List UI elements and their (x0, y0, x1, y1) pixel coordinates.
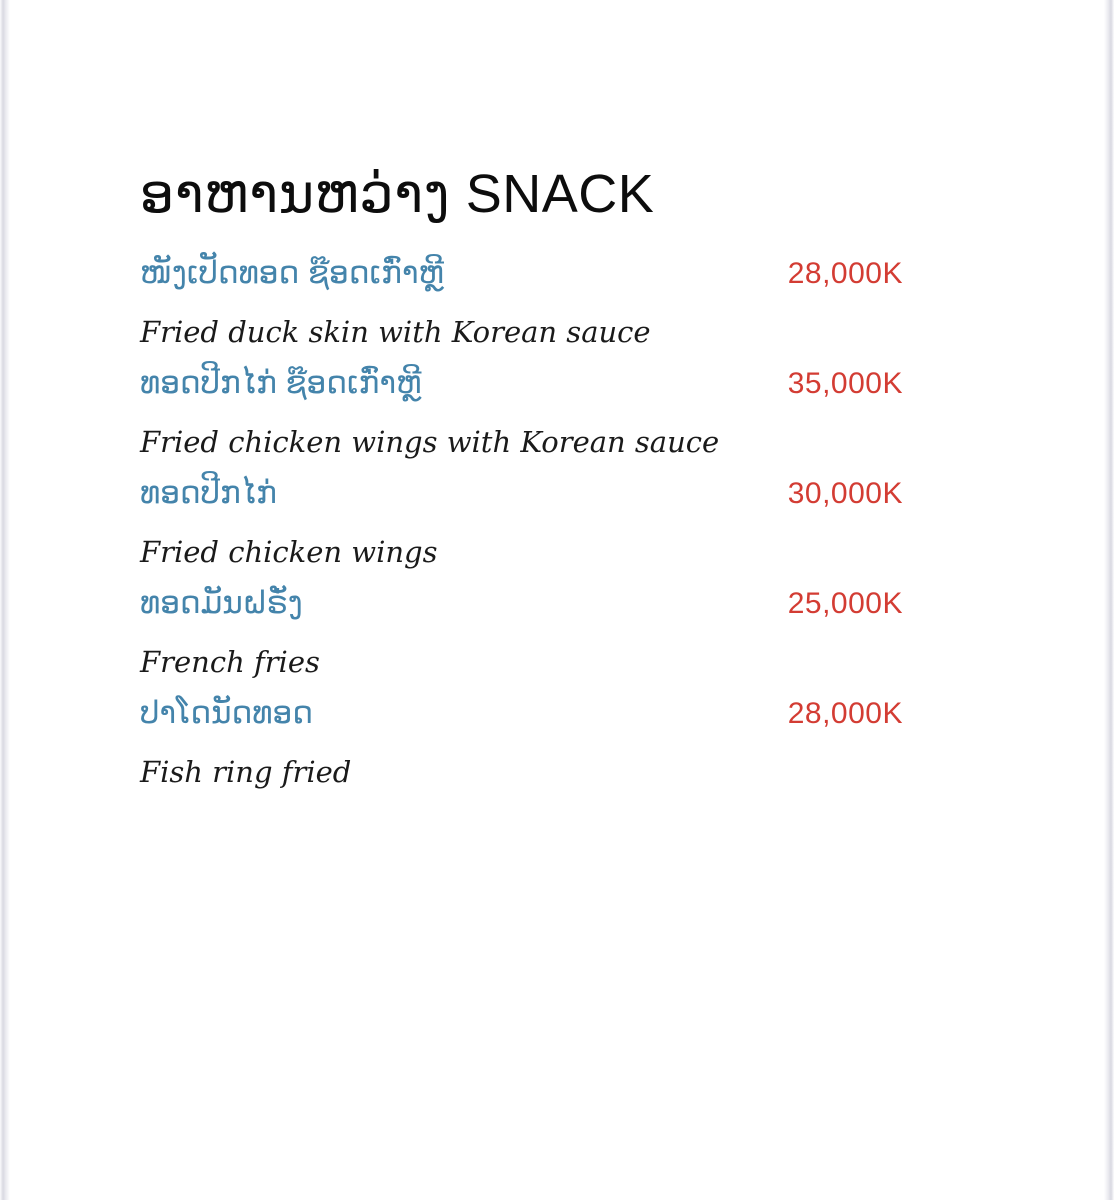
page-right-edge (1104, 0, 1114, 1200)
section-title: ອາຫານຫວ່າງ SNACK (140, 164, 655, 224)
menu-item (140, 250, 903, 354)
item-name-lao: ທອດປີກໄກ່ (140, 475, 277, 510)
item-price: 28,000K (787, 697, 903, 730)
menu-item (140, 690, 903, 794)
item-name-lao: ທອດມັນຝຣັ່ງ (140, 585, 303, 620)
menu-item (140, 580, 903, 684)
menu-item (140, 470, 903, 574)
menu-item-row (140, 360, 903, 407)
item-price: 25,000K (787, 587, 903, 620)
item-name-en: Fried chicken wings with Korean sauce (140, 425, 720, 459)
item-name-lao: ທອດປີກໄກ່ ຊ໊ອດເກົ່າຫຼີ (140, 365, 422, 400)
item-name-en: Fish ring fried (140, 755, 352, 789)
item-price: 35,000K (787, 367, 903, 400)
menu-item (140, 360, 903, 464)
item-price: 30,000K (787, 477, 903, 510)
menu-item-row (140, 250, 903, 297)
item-name-lao: ປາໂດນັດທອດ (140, 695, 313, 730)
page-left-edge (0, 0, 10, 1200)
item-price: 28,000K (787, 257, 903, 290)
menu-item-row (140, 690, 903, 737)
item-name-en: French fries (140, 645, 320, 679)
menu-content (140, 163, 903, 800)
item-name-lao: ໜັງເປັດທອດ ຊ໊ອດເກົ່າຫຼີ (140, 255, 444, 290)
menu-list (140, 250, 903, 794)
item-name-en: Fried chicken wings (140, 535, 438, 569)
menu-item-row (140, 580, 903, 627)
item-name-en: Fried duck skin with Korean sauce (140, 315, 651, 349)
menu-item-row (140, 470, 903, 517)
